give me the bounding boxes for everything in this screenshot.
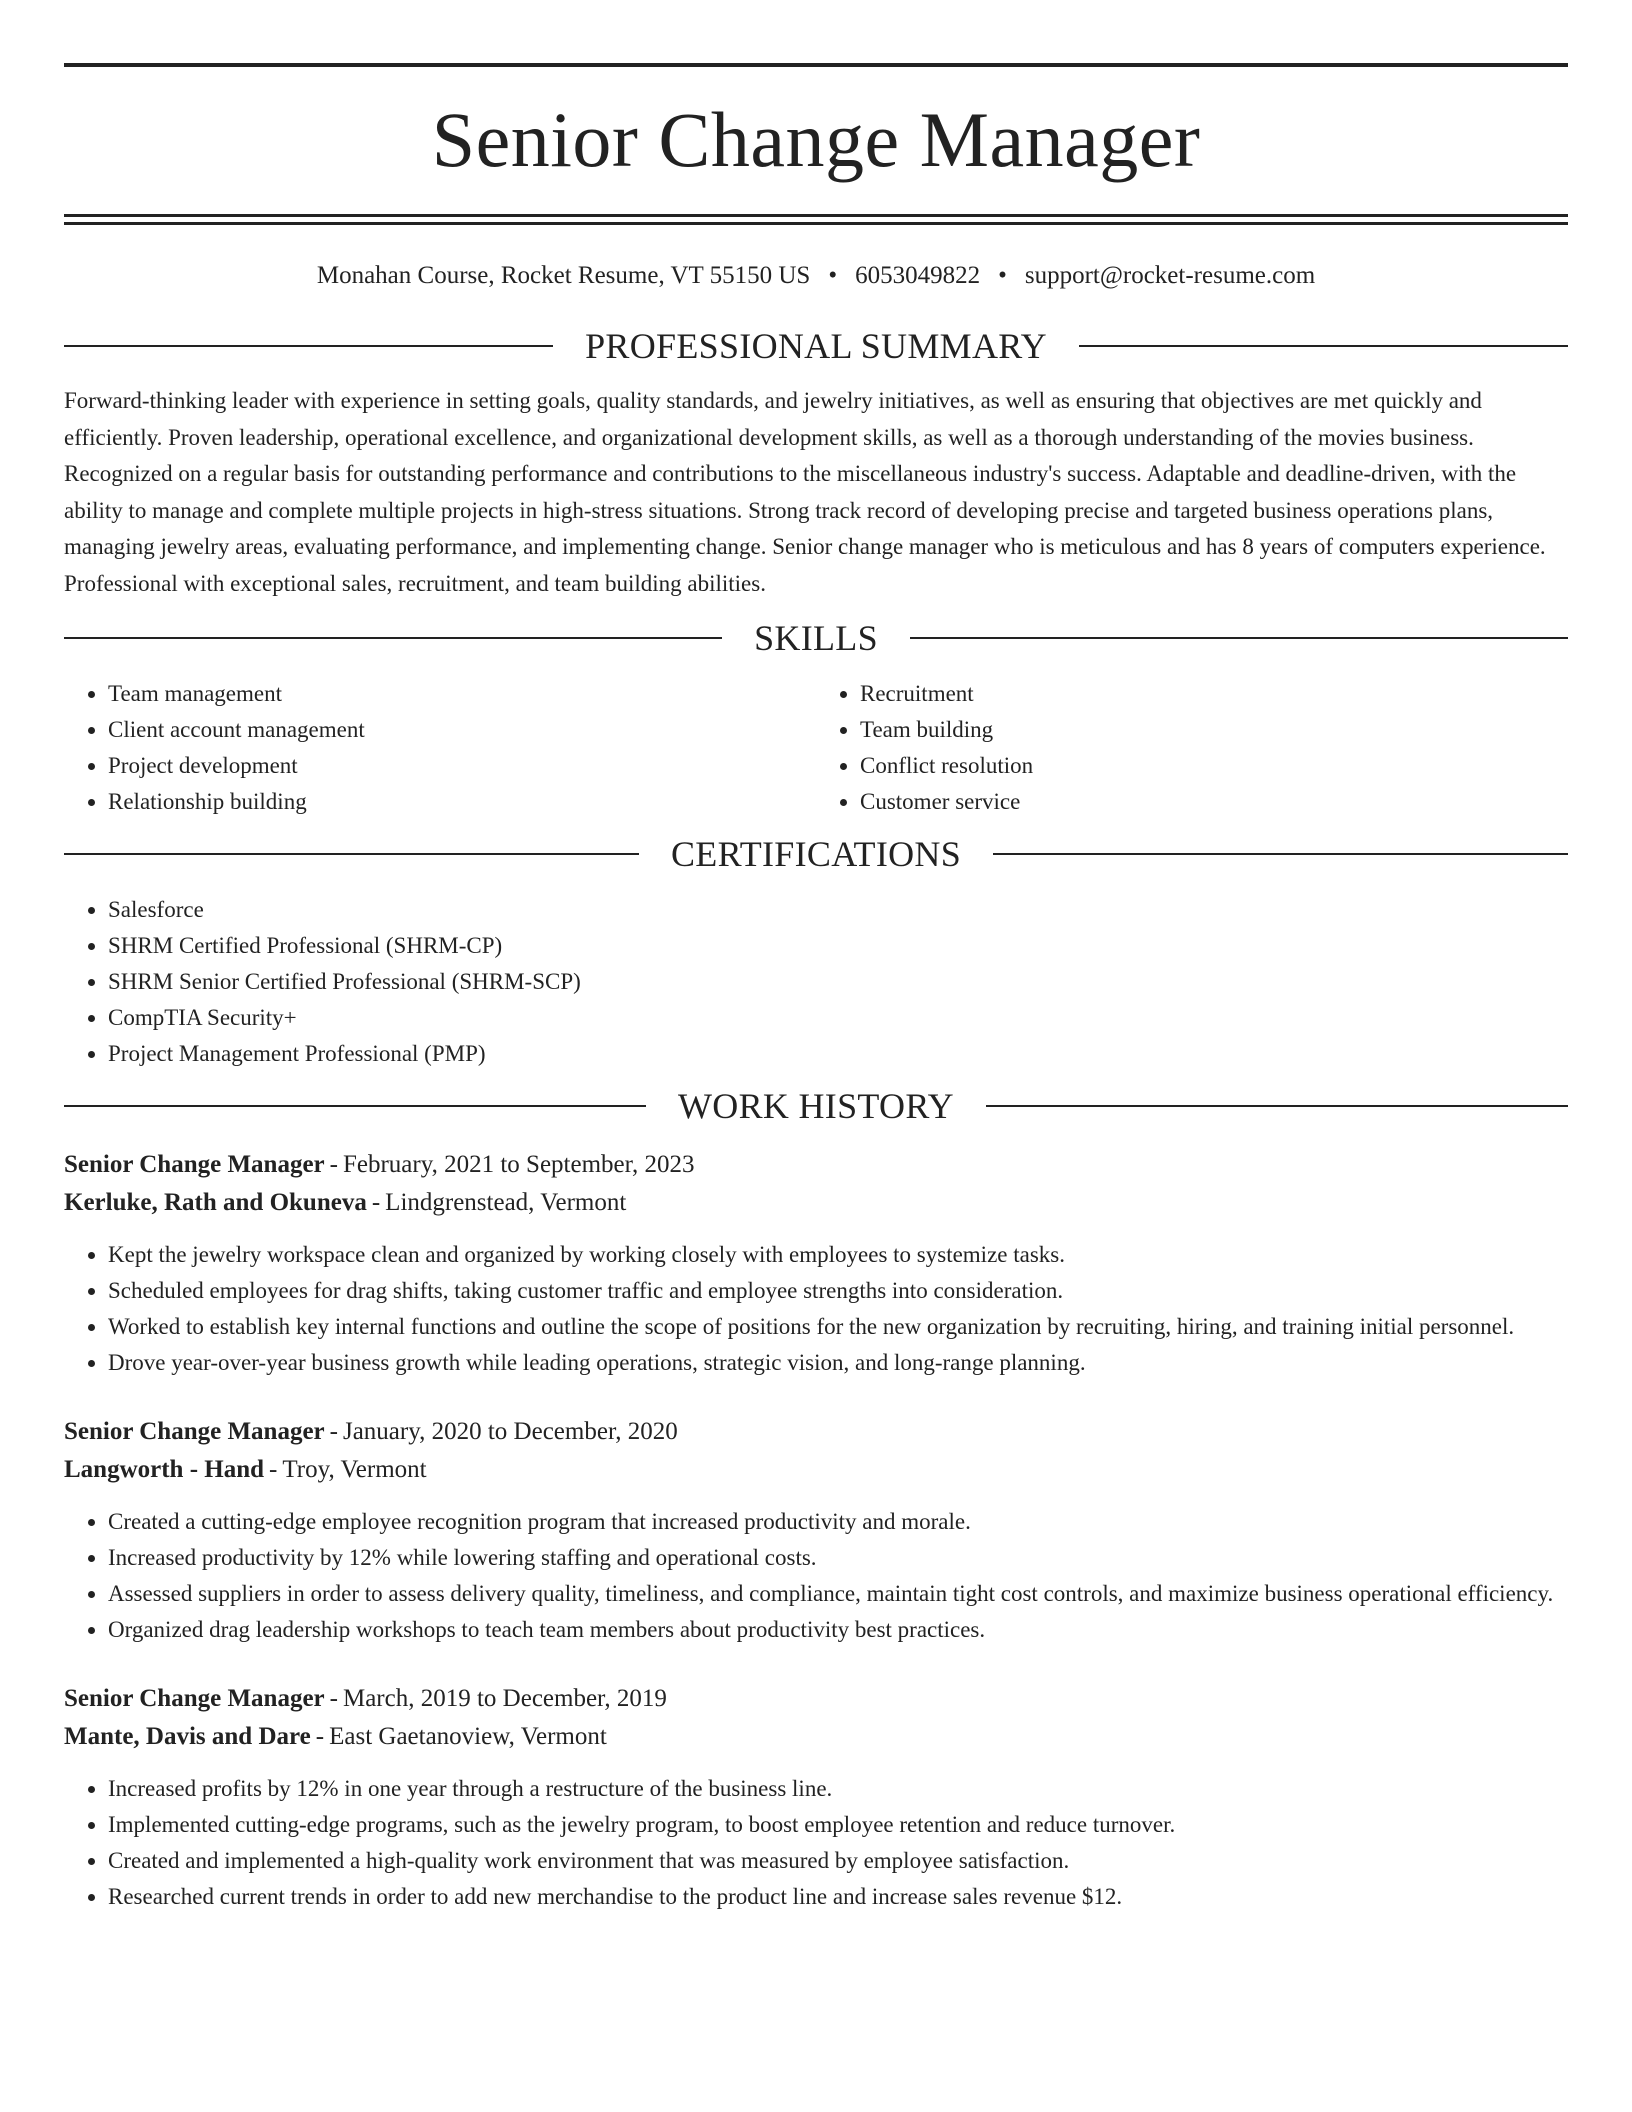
job-title-line [64, 1413, 1568, 1451]
job-bullet: • Created a cutting-edge employee recognition program that increased productivity and morale. [108, 1504, 1568, 1540]
contact-email: support@rocket-resume.com [1024, 262, 1316, 289]
job-dates: March, 2019 to December, 2019 [342, 1685, 667, 1712]
job-bullet: • Implemented cutting-edge programs, such as the jewelry program, to boost employee retention and reduce turnover. [108, 1807, 1568, 1843]
skills-list-right [816, 676, 1568, 820]
contact-separator: • [828, 262, 838, 289]
job-bullet: • Increased profits by 12% in one year through a restructure of the business line. [108, 1771, 1568, 1807]
contact-separator: • [998, 262, 1007, 289]
skills-columns [64, 676, 1568, 820]
divider-line [910, 637, 1568, 639]
divider-line [64, 345, 553, 347]
skill-item: • Customer service [860, 784, 1568, 820]
job-dash: - [329, 1418, 338, 1445]
job-company-line [64, 1184, 1568, 1222]
job-title: Senior Change Manager [64, 1685, 325, 1712]
job-bullet: • Worked to establish key internal functions and outline the scope of positions for the new organization by recruiting, hiring, and training initial personnel. [108, 1309, 1568, 1345]
certification-item: • CompTIA Security+ [108, 1000, 1568, 1036]
certification-item: • Salesforce [108, 892, 1568, 928]
contact-address: Monahan Course, Rocket Resume, VT 55150 US [316, 262, 811, 289]
job-company-line [64, 1451, 1568, 1489]
skill-item: • Relationship building [108, 784, 816, 820]
job-dates: January, 2020 to December, 2020 [342, 1418, 678, 1445]
job-company: Kerluke, Rath and Okuneva [64, 1189, 367, 1216]
job-title-line [64, 1680, 1568, 1718]
skills-section-header [64, 616, 1568, 660]
skill-item: • Recruitment [860, 676, 1568, 712]
contact-phone: 6053049822 [855, 262, 981, 289]
divider-line [993, 853, 1568, 855]
divider-line [64, 637, 722, 639]
job-bullet: • Drove year-over-year business growth while leading operations, strategic vision, and long-range planning. [108, 1345, 1568, 1381]
certification-item: • SHRM Senior Certified Professional (SHRM-SCP) [108, 964, 1568, 1000]
job-location: Lindgrenstead, Vermont [385, 1189, 627, 1216]
skill-item: • Team building [860, 712, 1568, 748]
job-bullet: • Researched current trends in order to add new merchandise to the product line and increase sales revenue $12. [108, 1879, 1568, 1915]
job-entry [64, 1146, 1568, 1381]
job-dash: - [329, 1151, 338, 1178]
job-bullets [64, 1504, 1568, 1648]
job-dash: - [315, 1723, 325, 1750]
job-dates: February, 2021 to September, 2023 [342, 1151, 695, 1178]
certification-item: • Project Management Professional (PMP) [108, 1036, 1568, 1072]
work-heading: WORK HISTORY [678, 1086, 954, 1126]
summary-heading: PROFESSIONAL SUMMARY [585, 326, 1047, 366]
job-entry [64, 1413, 1568, 1648]
skills-list-left [64, 676, 816, 820]
job-title: Senior Change Manager [64, 1418, 325, 1445]
divider-line [64, 1105, 646, 1107]
job-bullet: • Kept the jewelry workspace clean and organized by working closely with employees to systemize tasks. [108, 1237, 1568, 1273]
job-bullet: • Increased productivity by 12% while lowering staffing and operational costs. [108, 1540, 1568, 1576]
certifications-list [64, 892, 1568, 1072]
job-bullets [64, 1771, 1568, 1915]
skill-item: • Team management [108, 676, 816, 712]
job-company: Langworth - Hand [64, 1456, 265, 1483]
skills-heading: SKILLS [754, 618, 878, 658]
job-entry [64, 1680, 1568, 1915]
skill-item: • Conflict resolution [860, 748, 1568, 784]
job-bullet: • Assessed suppliers in order to assess delivery quality, timeliness, and compliance, maintain tight cost controls, and maximize business operational efficiency. [108, 1576, 1568, 1612]
certifications-heading: CERTIFICATIONS [670, 834, 962, 874]
certification-item: • SHRM Certified Professional (SHRM-CP) [108, 928, 1568, 964]
work-section-header [64, 1084, 1568, 1128]
job-title-line [64, 1146, 1568, 1184]
divider-line [1079, 345, 1568, 347]
job-bullet: • Scheduled employees for drag shifts, taking customer traffic and employee strengths into consideration. [108, 1273, 1568, 1309]
job-location: Troy, Vermont [282, 1456, 427, 1483]
job-dash: - [269, 1456, 278, 1483]
job-location: East Gaetanoview, Vermont [329, 1723, 607, 1750]
divider-line [986, 1105, 1568, 1107]
job-bullet: • Organized drag leadership workshops to teach team members about productivity best practices. [108, 1612, 1568, 1648]
job-bullets [64, 1237, 1568, 1381]
job-bullet: • Created and implemented a high-quality work environment that was measured by employee satisfaction. [108, 1843, 1568, 1879]
job-company: Mante, Davis and Dare [64, 1723, 311, 1750]
job-company-line [64, 1718, 1568, 1756]
resume-page [64, 63, 1568, 1915]
job-dash: - [371, 1189, 381, 1216]
skill-item: • Project development [108, 748, 816, 784]
skill-item: • Client account management [108, 712, 816, 748]
certifications-section-header [64, 832, 1568, 876]
page-title: Senior Change Manager [431, 96, 1201, 183]
divider-line [64, 853, 639, 855]
contact-line [64, 261, 1568, 291]
summary-text: Forward-thinking leader with experience in setting goals, quality standards, and jewelry initiatives, as well as ensuring that objectives are met quickly and efficiently. Proven leadership, operational excellence, and organizational development skills, as well as a thorough understanding of the movies business. Recognized on a regular basis for outstanding performance and contributions to the miscellaneous industry's success. Adaptable and deadline-driven, with the ability to manage and complete multiple projects in high-stress situations. Strong track record of developing precise and targeted business operations plans, managing jewelry areas, evaluating performance, and implementing change. Senior change manager who is meticulous and has 8 years of computers experience. Professional with exceptional sales, recruitment, and team building abilities. [64, 388, 1546, 596]
summary-section-header [64, 324, 1568, 368]
job-title: Senior Change Manager [64, 1151, 325, 1178]
title-double-rule [64, 214, 1568, 225]
job-dash: - [329, 1685, 338, 1712]
top-rule [64, 63, 1568, 67]
